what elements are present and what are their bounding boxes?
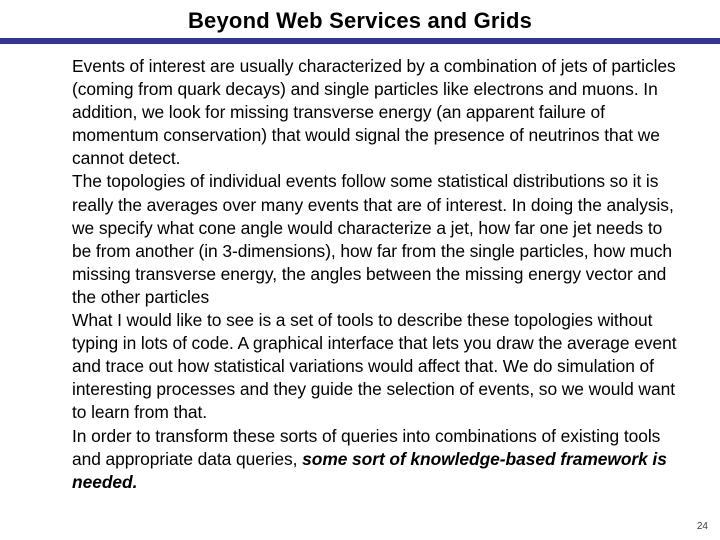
body-paragraph-1: Events of interest are usually characterized by a combination of jets of particles (coming from quark decays) and single particles like electrons and muons. In addition, we look for missing transverse energy (an apparent failure of momentum conservation) that would signal the presence of neutrinos that we cannot detect.: [72, 56, 676, 169]
slide-body: [72, 55, 685, 494]
page-title: Beyond Web Services and Grids: [187, 8, 533, 33]
title-divider-rule: [0, 38, 720, 44]
page-number: 24: [696, 521, 708, 532]
body-paragraph-4-lead: In order to transform these sorts of queries into combinations of existing tools and appropriate data queries,: [72, 425, 661, 469]
body-paragraph-4-emphasis: some sort of knowledge-based framework is needed.: [72, 448, 667, 492]
body-paragraph-4: [72, 425, 685, 494]
body-paragraph-2: The topologies of individual events follow some statistical distributions so it is really the averages over many events that are of interest. In doing the analysis, we specify what cone angle would characterize a jet, how far one jet needs to be from another (in 3-dimensions), how far from the single particles, how much missing transverse energy, the angles between the missing energy vector and the other particles: [72, 171, 674, 307]
body-paragraph-3: What I would like to see is a set of tools to describe these topologies without typing in lots of code. A graphical interface that lets you draw the average event and trace out how statistical variations would affect that. We do simulation of interesting processes and they guide the selection of events, so we would want to learn from that.: [72, 310, 677, 423]
